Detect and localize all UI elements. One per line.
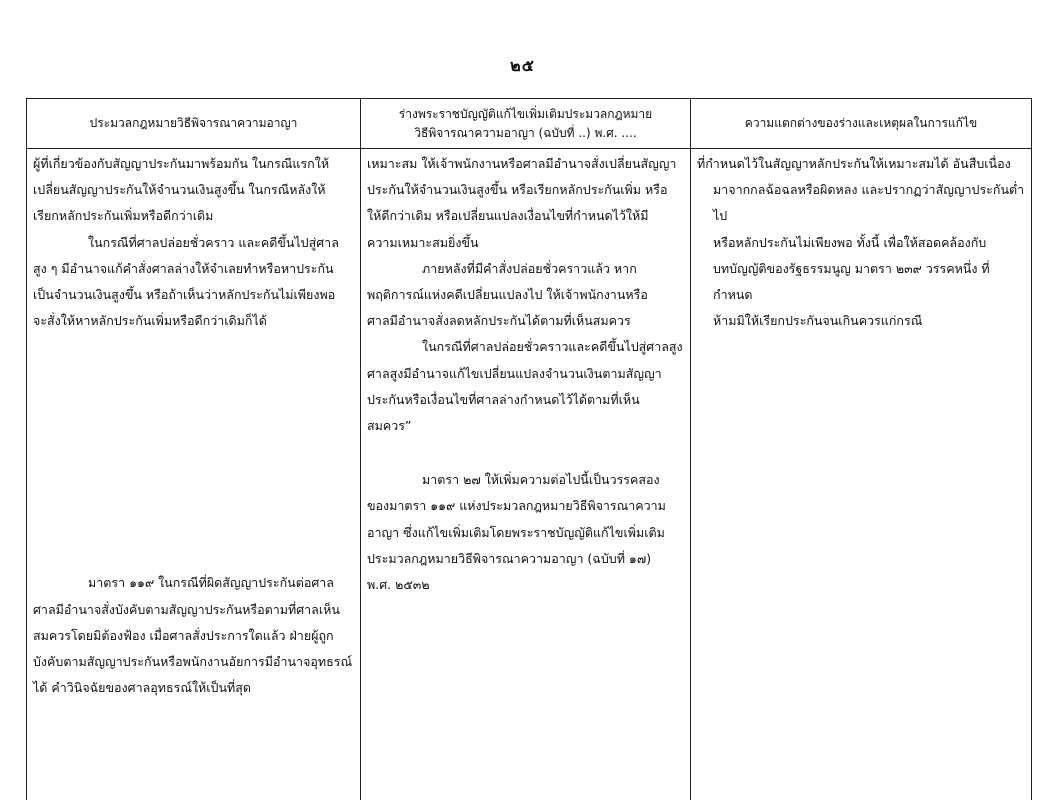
text-line: สมควร” (367, 418, 412, 434)
text-line: เป็นจำนวนเงินสูงขึ้น หรือถ้าเห็นว่าหลักประกันไม่เพียงพอ (33, 287, 336, 303)
text-line: จะสั่งให้หาหลักประกันเพิ่มหรือดีกว่าเดิมก็ได้ (33, 313, 267, 329)
text-line: มาตรา ๑๑๙ ในกรณีที่ผิดสัญญาประกันต่อศาล (88, 575, 334, 591)
text-line: เรียกหลักประกันเพิ่มหรือดีกว่าเดิม (33, 208, 214, 224)
differences-column (697, 151, 1029, 334)
text-line: หรือหลักประกันไม่เพียงพอ ทั้งนี้ เพื่อให้สอดคล้องกับ (713, 234, 987, 250)
header-current-law (27, 99, 360, 148)
text-line: ภายหลังที่มีคำสั่งปล่อยชั่วคราวแล้ว หาก (422, 260, 637, 276)
column-divider (360, 99, 361, 800)
text-line: ได้ คำวินิจฉัยของศาลอุทธรณ์ให้เป็นที่สุด (33, 680, 252, 696)
text-line: ห้ามมิให้เรียกประกันจนเกินควรแก่กรณี (713, 313, 923, 329)
text-line: พ.ศ. ๒๕๓๒ (367, 577, 430, 593)
text-line: ให้ดีกว่าเดิม หรือเปลี่ยนแปลงเงื่อนไขที่กำหนดไว้ให้มี (367, 208, 649, 224)
text-line: เหมาะสม ให้เจ้าพนักงานหรือศาลมีอำนาจสั่งเปลี่ยนสัญญา (367, 156, 677, 171)
header-draft-act (361, 99, 690, 148)
header-current-law-text: ประมวลกฎหมายวิธีพิจารณาความอาญา (89, 116, 298, 130)
comparison-table (26, 98, 1032, 800)
text-line: พฤติการณ์แห่งคดีเปลี่ยนแปลงไป ให้เจ้าพนักงานหรือ (367, 287, 648, 303)
text-line: ความเหมาะสมยิ่งขึ้น (367, 234, 479, 250)
text-line: ศาลมีอำนาจสั่งลดหลักประกันได้ตามที่เห็นสมควร (367, 313, 631, 329)
text-line: สูง ๆ มีอำนาจแก้คำสั่งศาลล่างให้จำเลยทำหรือหาประกัน (33, 260, 334, 276)
spacer (367, 439, 687, 467)
header-differences-text: ความแตกต่างของร่างและเหตุผลในการแก้ไข (744, 116, 978, 130)
header-draft-act-line1: ร่างพระราชบัญญัติแก้ไขเพิ่มเติมประมวลกฎหมาย (398, 106, 653, 121)
current-law-column (33, 151, 357, 701)
text-line: มาจากกลฉ้อฉลหรือผิดหลง และปรากฏว่าสัญญาประกันต่ำไป (713, 182, 1025, 224)
text-line: ผู้ที่เกี่ยวข้องกับสัญญาประกันมาพร้อมกัน ในกรณีแรกให้ (33, 156, 330, 171)
text-line: ที่กำหนดไว้ในสัญญาหลักประกันให้เหมาะสมได้ อันสืบเนื่อง (697, 156, 1011, 171)
text-line: ประมวลกฎหมายวิธีพิจารณาความอาญา (ฉบับที่ ๑๗) (367, 550, 652, 566)
spacer (33, 334, 357, 570)
header-draft-act-line2: วิธีพิจารณาความอาญา (ฉบับที่ ..) พ.ศ. .... (414, 125, 637, 140)
text-line: ศาลสูงมีอำนาจแก้ไขเปลี่ยนแปลงจำนวนเงินตามสัญญา (367, 365, 662, 381)
draft-act-column (367, 151, 687, 598)
text-line: อาญา ซึ่งแก้ไขเพิ่มเติมโดยพระราชบัญญัติแก้ไขเพิ่มเติม (367, 524, 665, 540)
text-line: สมควรโดยมิต้องฟ้อง เมื่อศาลสั่งประการใดแล้ว ฝ่ายผู้ถูก (33, 627, 334, 643)
text-line: ในกรณีที่ศาลปล่อยชั่วคราว และคดีขึ้นไปสู่ศาล (88, 234, 339, 250)
column-divider (690, 99, 691, 800)
page-number: ๒๕ (510, 56, 535, 75)
text-line: ของมาตรา ๑๑๙ แห่งประมวลกฎหมายวิธีพิจารณาความ (367, 498, 666, 514)
text-line: เปลี่ยนสัญญาประกันให้จำนวนเงินสูงขึ้น ในกรณีหลังให้ (33, 182, 326, 198)
text-line: บทบัญญัติของรัฐธรรมนูญ มาตรา ๒๓๙ วรรคหนึ่ง ที่กำหนด (713, 260, 990, 303)
text-line: ประกันให้จำนวนเงินสูงขึ้น หรือเรียกหลักประกันเพิ่ม หรือ (367, 182, 668, 198)
text-line: มาตรา ๒๗ ให้เพิ่มความต่อไปนี้เป็นวรรคสอง (422, 472, 660, 488)
header-differences (691, 99, 1031, 148)
text-line: ประกันหรือเงื่อนไขที่ศาลล่างกำหนดไว้ได้ตามที่เห็น (367, 391, 640, 407)
text-line: ศาลมีอำนาจสั่งบังคับตามสัญญาประกันหรือตามที่ศาลเห็น (33, 601, 340, 617)
text-line: ในกรณีที่ศาลปล่อยชั่วคราวและคดีขึ้นไปสู่ศาลสูง (422, 339, 683, 355)
text-line: บังคับตามสัญญาประกันหรือพนักงานอัยการมีอำนาจอุทธรณ์ (33, 654, 353, 670)
header-divider (27, 148, 1031, 149)
